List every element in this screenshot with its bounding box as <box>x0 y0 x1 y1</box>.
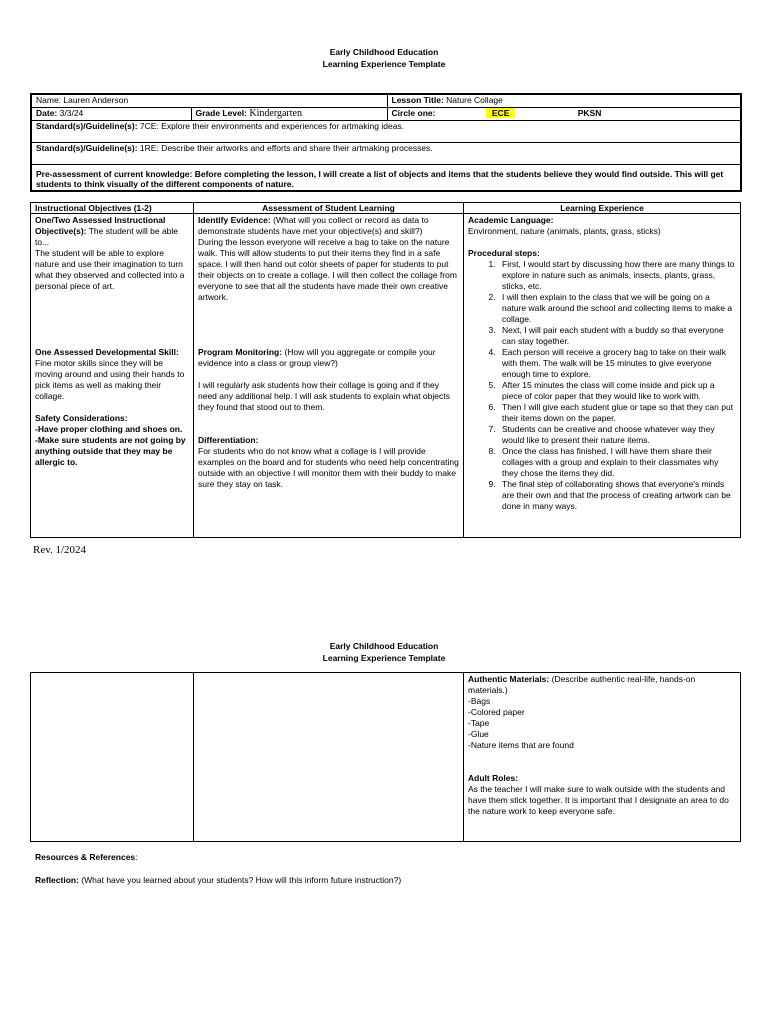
page2-empty-cell-1 <box>31 673 194 842</box>
lesson-title-label: Lesson Title: <box>391 95 444 105</box>
page2-empty-cell-2 <box>194 673 464 842</box>
document-title-page-2 <box>0 641 768 664</box>
resources-colon: : <box>135 852 138 862</box>
reflection <box>35 875 401 886</box>
monitoring-heading: Program Monitoring: <box>198 347 283 357</box>
procedural-steps-heading: Procedural steps: <box>468 248 540 258</box>
circle-cell <box>387 107 741 120</box>
material-item: -Bags <box>468 696 491 706</box>
reflection-prompt: (What have you learned about your students? How will this inform future instruction?) <box>81 875 402 885</box>
monitoring-prompt: (How will you aggregate or compile your evidence into a class or group view?) <box>198 347 436 368</box>
preassessment-cell: Pre-assessment of current knowledge: Before completing the lesson, I will create a list of objects and items that the students believe they would find outside. This will get students to think visually of the different components of nature. <box>31 164 741 191</box>
procedural-step: 4. Each person will receive a grocery bag to take on their walk with them. The walk will be 15 minutes to give everyone enough time to explore. <box>498 347 736 380</box>
materials-heading: Authentic Materials: <box>468 674 550 684</box>
material-item: -Glue <box>468 729 489 739</box>
developmental-skill-heading: One Assessed Developmental Skill: <box>35 347 179 357</box>
resources-label: Resources & References <box>35 852 136 862</box>
circle-option-ece[interactable]: ECE <box>486 108 515 118</box>
adult-roles-heading: Adult Roles: <box>468 773 519 783</box>
procedural-steps-list <box>468 259 736 512</box>
evidence-heading: Identify Evidence: <box>198 215 271 225</box>
standard-2-cell <box>31 142 741 164</box>
name-value: Lauren Anderson <box>63 95 129 105</box>
material-item: -Tape <box>468 718 490 728</box>
name-cell <box>31 94 387 107</box>
objectives-body: The student will be able to explore nature and use their imagination to turn what they observed and collected into a personal piece of art. <box>35 248 185 291</box>
column-header-objectives: Instructional Objectives (1-2) <box>31 203 194 214</box>
title-line-1: Early Childhood Education <box>329 47 439 57</box>
procedural-step: 2. I will then explain to the class that we will be going on a nature walk around the school and collecting items to make a collage. <box>498 292 736 325</box>
assessment-cell <box>194 214 464 538</box>
safety-body: -Have proper clothing and shoes on. -Make sure students are not going by anything outside that they may be allergic to. <box>35 424 186 467</box>
standard-1-value: 7CE: Explore their environments and experiences for artmaking ideas. <box>139 120 405 131</box>
differentiation-body: For students who do not know what a collage is I will provide examples on the board and for students who need help concentrating outside with an objective I will monitor them with their buddy to make sure they stay on task. <box>198 446 459 489</box>
material-item: -Nature items that are found <box>468 740 574 750</box>
procedural-step: 3. Next, I will pair each student with a buddy so that everyone can stay together. <box>498 325 736 347</box>
grade-value: Kindergarten <box>249 107 302 119</box>
procedural-step: 5. After 15 minutes the class will come inside and pick up a piece of color paper that they would like to work with. <box>498 380 736 402</box>
objectives-heading-cont: The student will be able to... <box>35 226 179 247</box>
standard-2-label: Standard(s)/Guideline(s): <box>36 142 138 153</box>
academic-language-heading: Academic Language: <box>468 215 554 225</box>
objectives-heading: One/Two Assessed Instructional Objective(s): <box>35 215 166 236</box>
grade-label: Grade Level: <box>195 107 247 118</box>
grade-cell <box>191 107 387 120</box>
academic-language-body: Environment, nature (animals, plants, grass, sticks) <box>468 226 661 236</box>
header-table <box>30 93 742 192</box>
page2-table <box>30 672 741 842</box>
reflection-label: Reflection: <box>35 875 79 885</box>
resources-references <box>35 852 138 863</box>
differentiation-heading: Differentiation: <box>198 435 259 445</box>
procedural-step: 7. Students can be creative and choose whatever way they would like to present their nature items. <box>498 424 736 446</box>
objectives-cell <box>31 214 194 538</box>
lesson-title-value: Nature Collage <box>446 95 503 105</box>
column-header-experience: Learning Experience <box>464 203 741 214</box>
standard-1-label: Standard(s)/Guideline(s): <box>36 120 138 131</box>
procedural-step: 1. First, I would start by discussing how there are many things to explore in nature such as animals, insects, plants, grass, sticks, etc. <box>498 259 736 292</box>
date-label: Date: <box>36 107 58 118</box>
evidence-prompt: (What will you collect or record as data to demonstrate students have met your objective(s) and skill?) <box>198 215 429 236</box>
safety-heading: Safety Considerations: <box>35 413 128 423</box>
adult-roles-body: As the teacher I will make sure to walk outside with the students and have them stick together. It is important that I designate an area to do the nature work to keep everyone safe. <box>468 784 729 816</box>
name-label: Name: <box>36 95 62 105</box>
date-value: 3/3/24 <box>59 107 84 118</box>
revision-label: Rev. 1/2024 <box>33 544 87 556</box>
monitoring-body: I will regularly ask students how their collage is going and if they need any additional help. I will ask students to explain what objects they found that stood out to them. <box>198 380 450 412</box>
column-header-assessment: Assessment of Student Learning <box>194 203 464 214</box>
title-line-2: Learning Experience Template <box>322 58 446 69</box>
experience-cell <box>464 214 741 538</box>
document-title <box>0 47 768 70</box>
procedural-step: 8. Once the class has finished, I will have them share their collages with a group and explain to their classmates why they chose the items they did. <box>498 446 736 479</box>
main-table <box>30 202 741 538</box>
title-line-1: Early Childhood Education <box>329 641 439 651</box>
evidence-body: During the lesson everyone will receive a bag to take on the nature walk. This will allow students to put their items they find in a safe space. I will then hand out color sheets of paper for students to put their objects on to create a collage. I will then collect the collage from everyone to see that all the students have made their own creative artwork. <box>198 237 457 302</box>
circle-label: Circle one: <box>391 107 436 118</box>
lesson-title-cell <box>387 94 741 107</box>
procedural-step: 6. Then I will give each student glue or tape so that they can put their items down on the paper. <box>498 402 736 424</box>
standard-2-value: 1RE: Describe their artworks and efforts and share their artmaking processes. <box>139 142 433 153</box>
circle-option-pksn[interactable]: PKSN <box>577 107 602 118</box>
materials-prompt: (Describe authentic real-life, hands-on materials.) <box>468 674 696 695</box>
material-item: -Colored paper <box>468 707 525 717</box>
title-line-2: Learning Experience Template <box>322 652 446 663</box>
standard-1-cell <box>31 120 741 142</box>
developmental-skill-body: Fine motor skills since they will be moving around and using their hands to pick items as well as making their collage. <box>35 358 185 401</box>
date-cell <box>31 107 191 120</box>
materials-roles-cell <box>464 673 741 842</box>
procedural-step: 9. The final step of collaborating shows that everyone's minds are their own and that the process of creating artwork can be done in many ways. <box>498 479 736 512</box>
